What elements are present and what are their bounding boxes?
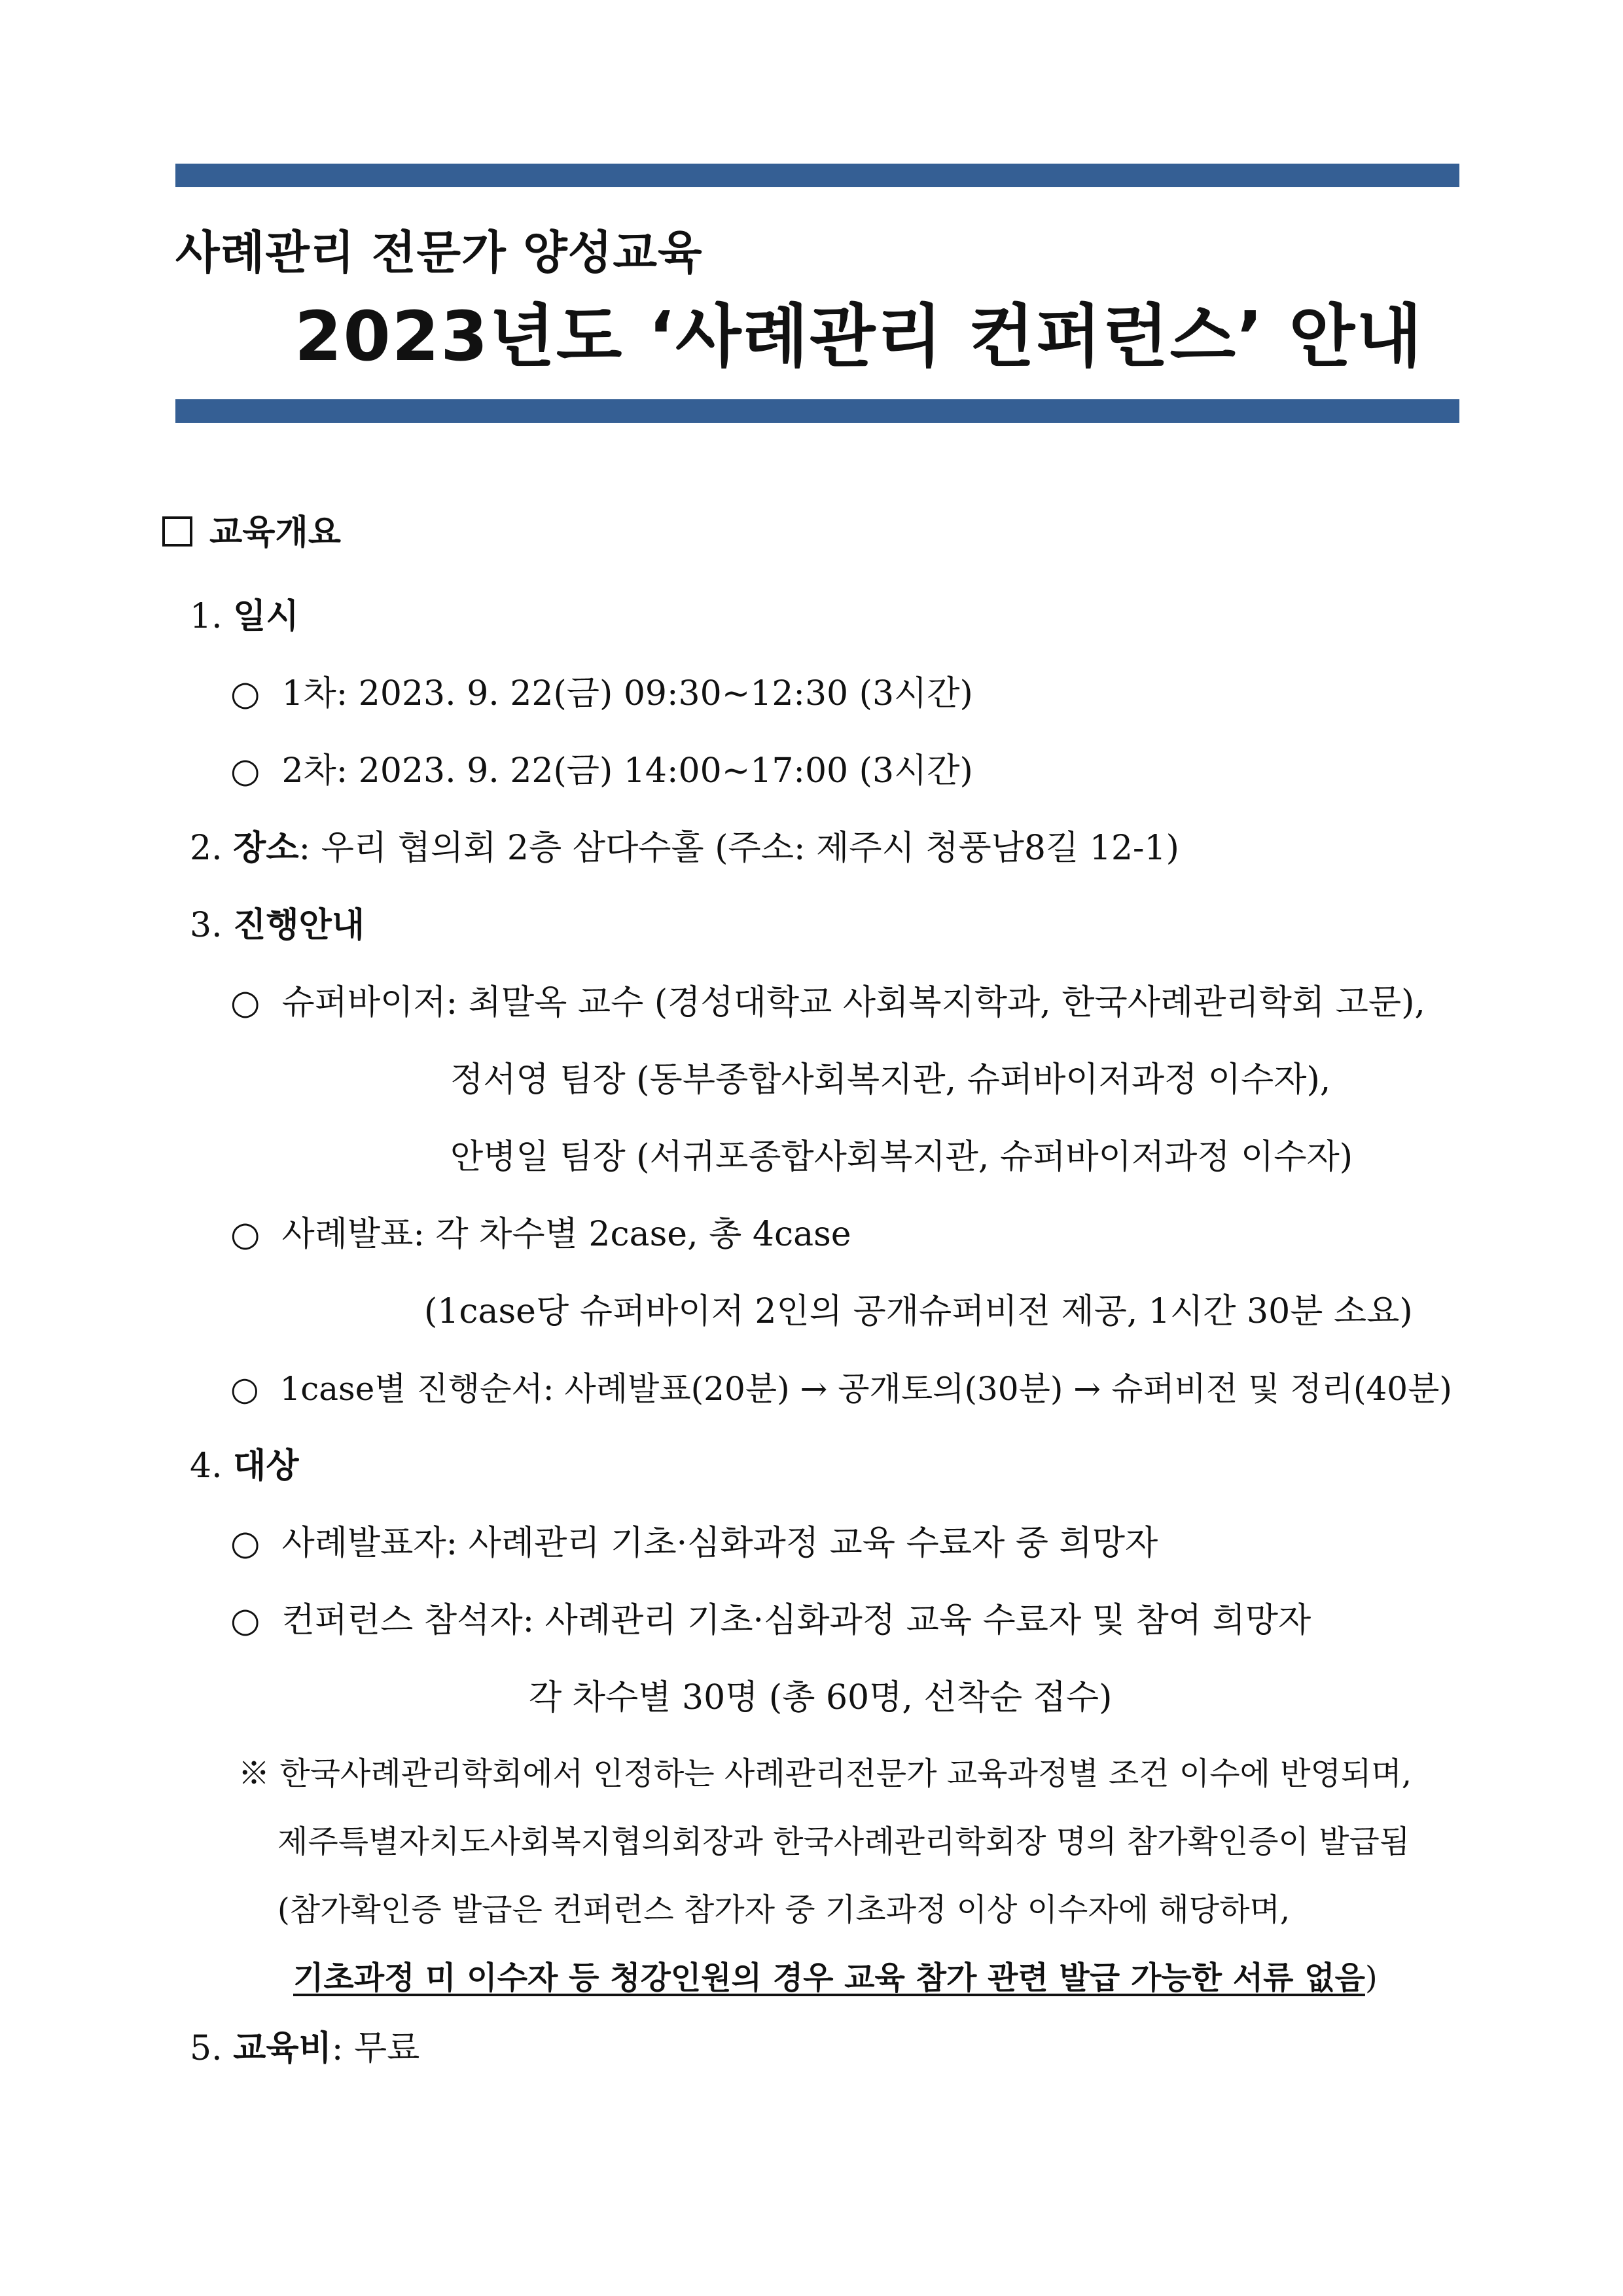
bullet-supervisor: ○ 슈퍼바이저: 최말옥 교수 (경성대학교 사회복지학과, 한국사례관리학회 고문), [230, 983, 1425, 1022]
bullet-circle-icon: ○ [230, 1524, 260, 1563]
note-line-4: 기초과정 미 이수자 등 청강인원의 경우 교육 참가 관련 발급 가능한 서류 없음) [293, 1960, 1378, 1996]
bullet-circle-icon: ○ [230, 674, 260, 713]
bullet-case-order: ○ 1case별 진행순서: 사례발표(20분) → 공개토의(30분) → 슈퍼비전 및 정리(40분) [230, 1370, 1452, 1408]
page-title: 2023년도 ‘사례관리 컨퍼런스’ 안내 [294, 296, 1423, 376]
item-datetime: 1. 일시 [190, 596, 299, 636]
item-progress: 3. 진행안내 [190, 905, 365, 945]
bullet-session-2: ○ 2차: 2023. 9. 22(금) 14:00~17:00 (3시간) [230, 751, 973, 791]
bullet-case-presentation: ○ 사례발표: 각 차수별 2case, 총 4case [230, 1215, 851, 1254]
supervisor-continued-1: 정서영 팀장 (동부종합사회복지관, 슈퍼바이저과정 이수자), [450, 1060, 1331, 1100]
attendee-capacity: 각 차수별 30명 (총 60명, 선착순 접수) [529, 1678, 1113, 1717]
section-heading [162, 512, 341, 554]
bullet-circle-icon: ○ [230, 751, 260, 791]
note-line-3: (참가확인증 발급은 컨퍼런스 참가자 중 기초과정 이상 이수자에 해당하며, [277, 1892, 1291, 1928]
top-divider-bar [175, 164, 1459, 187]
page-subtitle: 사례관리 전문가 양성교육 [175, 226, 703, 279]
supervisor-continued-2: 안병일 팀장 (서귀포종합사회복지관, 슈퍼바이저과정 이수자) [450, 1138, 1353, 1177]
bullet-session-1: ○ 1차: 2023. 9. 22(금) 09:30~12:30 (3시간) [230, 674, 973, 713]
checkbox-square-icon [162, 516, 192, 547]
note-line-2: 제주특별자치도사회복지협의회장과 한국사례관리학회장 명의 참가확인증이 발급됨 [277, 1823, 1410, 1860]
reference-mark-icon: ※ [238, 1755, 270, 1792]
bullet-circle-icon: ○ [230, 1215, 260, 1254]
item-fee: 5. 교육비: 무료 [190, 2028, 420, 2068]
bullet-attendee: ○ 컨퍼런스 참석자: 사례관리 기초·심화과정 교육 수료자 및 참여 희망자 [230, 1601, 1311, 1640]
item-location: 2. 장소: 우리 협의회 2층 삼다수홀 (주소: 제주시 청풍남8길 12-1) [190, 828, 1179, 868]
bottom-divider-bar [175, 399, 1459, 423]
note-line-1: ※ 한국사례관리학회에서 인정하는 사례관리전문가 교육과정별 조건 이수에 반영되며, [238, 1755, 1412, 1792]
bullet-circle-icon: ○ [230, 1370, 259, 1408]
item-target: 4. 대상 [190, 1446, 299, 1486]
bullet-circle-icon: ○ [230, 1601, 260, 1640]
bullet-circle-icon: ○ [230, 983, 260, 1022]
case-presentation-detail: (1case당 슈퍼바이저 2인의 공개슈퍼비전 제공, 1시간 30분 소요) [424, 1292, 1413, 1331]
bullet-presenter: ○ 사례발표자: 사례관리 기초·심화과정 교육 수료자 중 희망자 [230, 1524, 1158, 1563]
section-label: 교육개요 [209, 512, 341, 552]
